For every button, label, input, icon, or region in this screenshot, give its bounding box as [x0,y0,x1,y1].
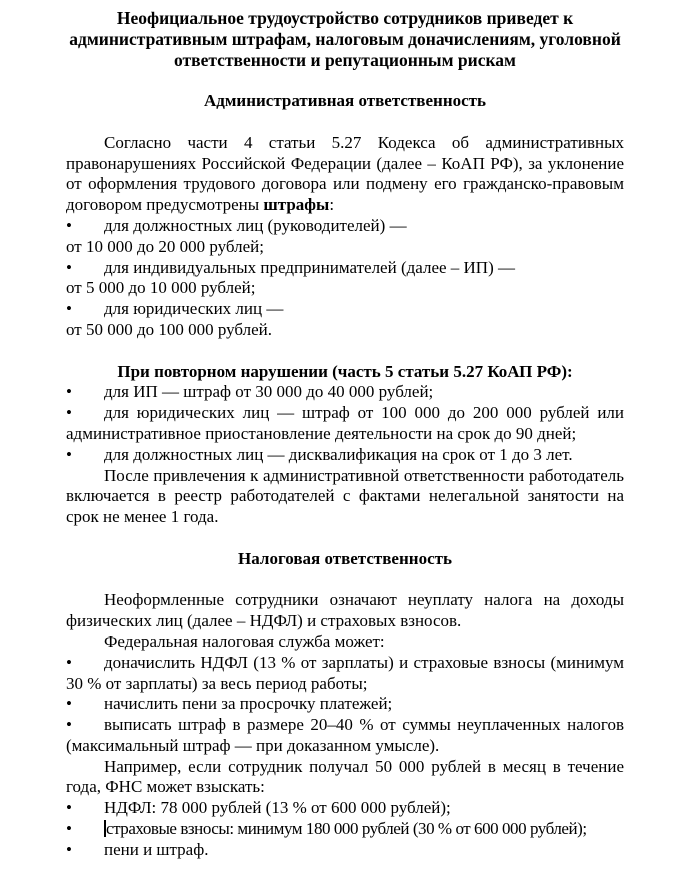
text-run: доначислить НДФЛ (13 % от зарплаты) и страховые взносы (минимум 30 % от зарплаты) за весь период работы; [66,652,624,693]
text-run: от 10 000 до 20 000 рублей; [66,236,264,256]
list-item-example-ndfl [66,798,624,819]
bullet-icon: • [66,215,72,235]
list-item-fts-accrue-ndfl [66,653,624,695]
text-run: Согласно части 4 статьи 5.27 Кодекса об административных правонарушениях Российской Федерации (далее – КоАП РФ), за уклонение от оформления трудового договора или подмену его гражданско-правовым договором предусмотрены [66,132,624,215]
bullet-icon: • [66,299,72,319]
bold-text-fines: штрафы [263,195,330,215]
list-item-fine-entrepreneurs [66,258,624,300]
bullet-icon: • [66,403,72,423]
list-item-repeat-legal-entities [66,403,624,445]
paragraph-admin-intro [66,133,624,216]
bullet-icon: • [66,652,72,672]
list-item-fts-fine [66,715,624,757]
bullet-icon: • [66,715,72,735]
text-run: выписать штраф в размере 20–40 % от суммы неуплаченных налогов (максимальный штраф — при доказанном умысле). [66,715,624,755]
text-run: НДФЛ: 78 000 рублей (13 % от 600 000 рублей); [104,798,451,818]
list-item-example-penalties [66,840,624,861]
text-run: : [329,195,335,215]
list-item-fine-legal-entities [66,299,624,341]
section-heading-administrative: Административная ответственность [203,91,487,111]
text-run: для юридических лиц — [104,299,284,319]
text-run: для ИП — штраф от 30 000 до 40 000 рублей; [104,382,434,402]
text-run: для юридических лиц — штраф от 100 000 до 200 000 рублей или административное приостановление деятельности на срок до 90 дней; [66,403,624,443]
bullet-icon: • [66,798,72,818]
bullet-icon: • [66,444,72,464]
paragraph-registry-note: После привлечения к административной ответственности работодатель включается в реестр работодателей с фактами нелегальной занятости на срок не менее 1 года. [66,465,624,527]
document-title: Неофициальное трудоустройство сотрудников приведет к административным штрафам, налоговым доначислениям, уголовной ответственности и репутационным рискам [69,8,621,70]
section-heading-repeat-violation: При повторном нарушении (часть 5 статьи 5.27 КоАП РФ): [117,361,573,381]
paragraph-tax-intro: Неоформленные сотрудники означают неуплату налога на доходы физических лиц (далее – НДФЛ) и страховых взносов. [66,590,624,631]
text-run: пени и штраф. [104,839,209,859]
bullet-icon: • [66,257,72,277]
text-run: для должностных лиц (руководителей) — [104,215,407,235]
paragraph-fts-can: Федеральная налоговая служба может: [104,631,385,651]
paragraph-example-intro: Например, если сотрудник получал 50 000 рублей в месяц в течение года, ФНС может взыскать: [66,756,624,797]
bullet-icon: • [66,839,72,859]
text-run: страховые взносы: минимум 180 000 рублей (30 % от 600 000 рублей); [106,819,587,839]
bullet-icon: • [66,819,72,839]
bullet-icon: • [66,382,72,402]
list-item-example-insurance [66,819,624,840]
text-run: от 5 000 до 10 000 рублей; [66,278,256,298]
list-item-repeat-ip [66,382,624,403]
list-item-fts-penalties [66,694,624,715]
text-run: от 50 000 до 100 000 рублей. [66,319,273,339]
list-item-fine-officials [66,216,624,258]
bullet-icon: • [66,694,72,714]
section-heading-tax: Налоговая ответственность [238,548,452,568]
text-run: начислить пени за просрочку платежей; [104,694,393,714]
text-run: для должностных лиц — дисквалификация на срок от 1 до 3 лет. [104,444,573,464]
list-item-repeat-officials [66,445,624,466]
text-run: для индивидуальных предпринимателей (далее – ИП) — [104,257,515,277]
